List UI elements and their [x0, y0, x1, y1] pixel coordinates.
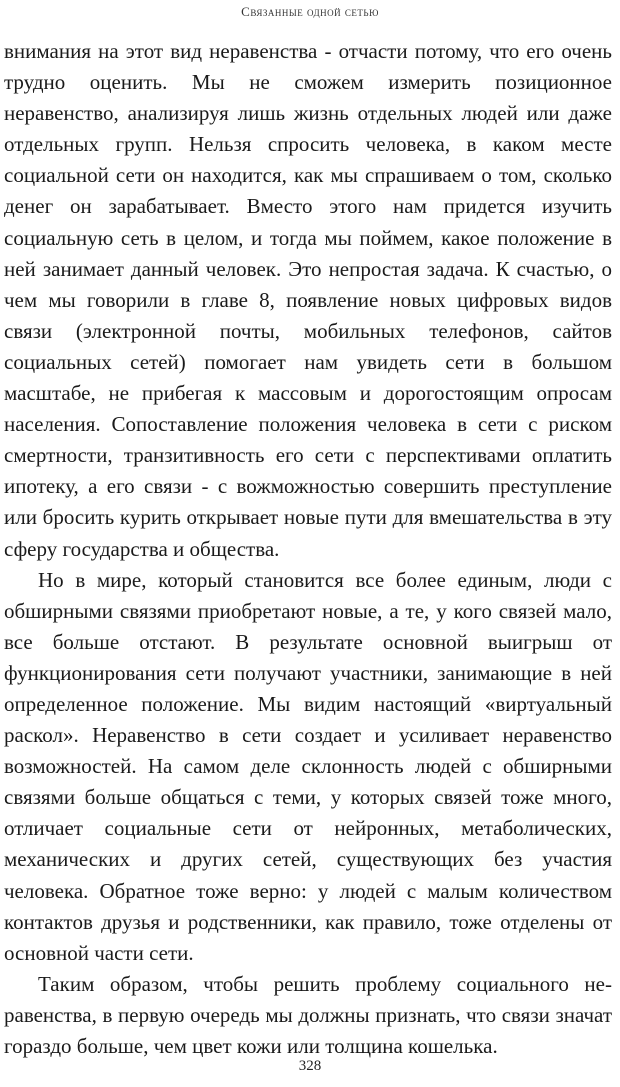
- body-text: [4, 36, 612, 1062]
- paragraph: внимания на этот вид неравенства - отчасти потому, что его очень трудно оценить. Мы не сможем измерить позиционное неравенство, анализируя лишь жизнь отдельных людей или даже отдельных групп. Нельзя спросить человека, в каком месте социальной сети он находится, как мы спрашиваем о том, сколько денег он зарабатывает. Вместо этого нам придется изучить социальную сеть в целом, и тогда мы поймем, какое положение в ней занимает данный человек. Это непростая задача. К счастью, о чем мы говорили в главе 8, появление новых цифровых видов связи (электронной почты, мобильных телефонов, сайтов социальных сетей) помогает нам увидеть сети в большом масштабе, не прибегая к массовым и дорогостоящим опросам населения. Сопоставление положения человека в сети с риском смертности, транзитивность его сети с перспективами оплатить ипотеку, а его связи - с вожможностью совершить преступление или бросить курить открывает новые пути для вмешательства в эту сферу государства и общества.: [4, 39, 612, 561]
- running-header: Связанные одной сетью: [241, 4, 379, 19]
- paragraph: Таким образом, чтобы решить проблему социального неравенства, в первую очередь мы должны признать, что связи значат гораздо больше, чем цвет кожи или толщина кошелька.: [4, 971, 612, 1058]
- page-number: 328: [298, 1058, 322, 1074]
- paragraph: Но в мире, который становится все более единым, люди с обширными связями приобретают новые, а те, у кого связей мало, все больше отстают. В результате основной выигрыш от функционирования сети получают участники, занимающие в ней определенное положение. Мы видим настоящий «виртуальный раскол». Неравенство в сети создает и усиливает неравенство возможностей. На самом деле склонность людей с обширными связями больше общаться с теми, у которых связей тоже много, отличает социальные сети от нейронных, метаболических, механических и других сетей, существующих без участия человека. Обратное тоже верно: у людей с малым количеством контактов друзья и родственники, как правило, тоже отделены от основной части сети.: [4, 567, 612, 965]
